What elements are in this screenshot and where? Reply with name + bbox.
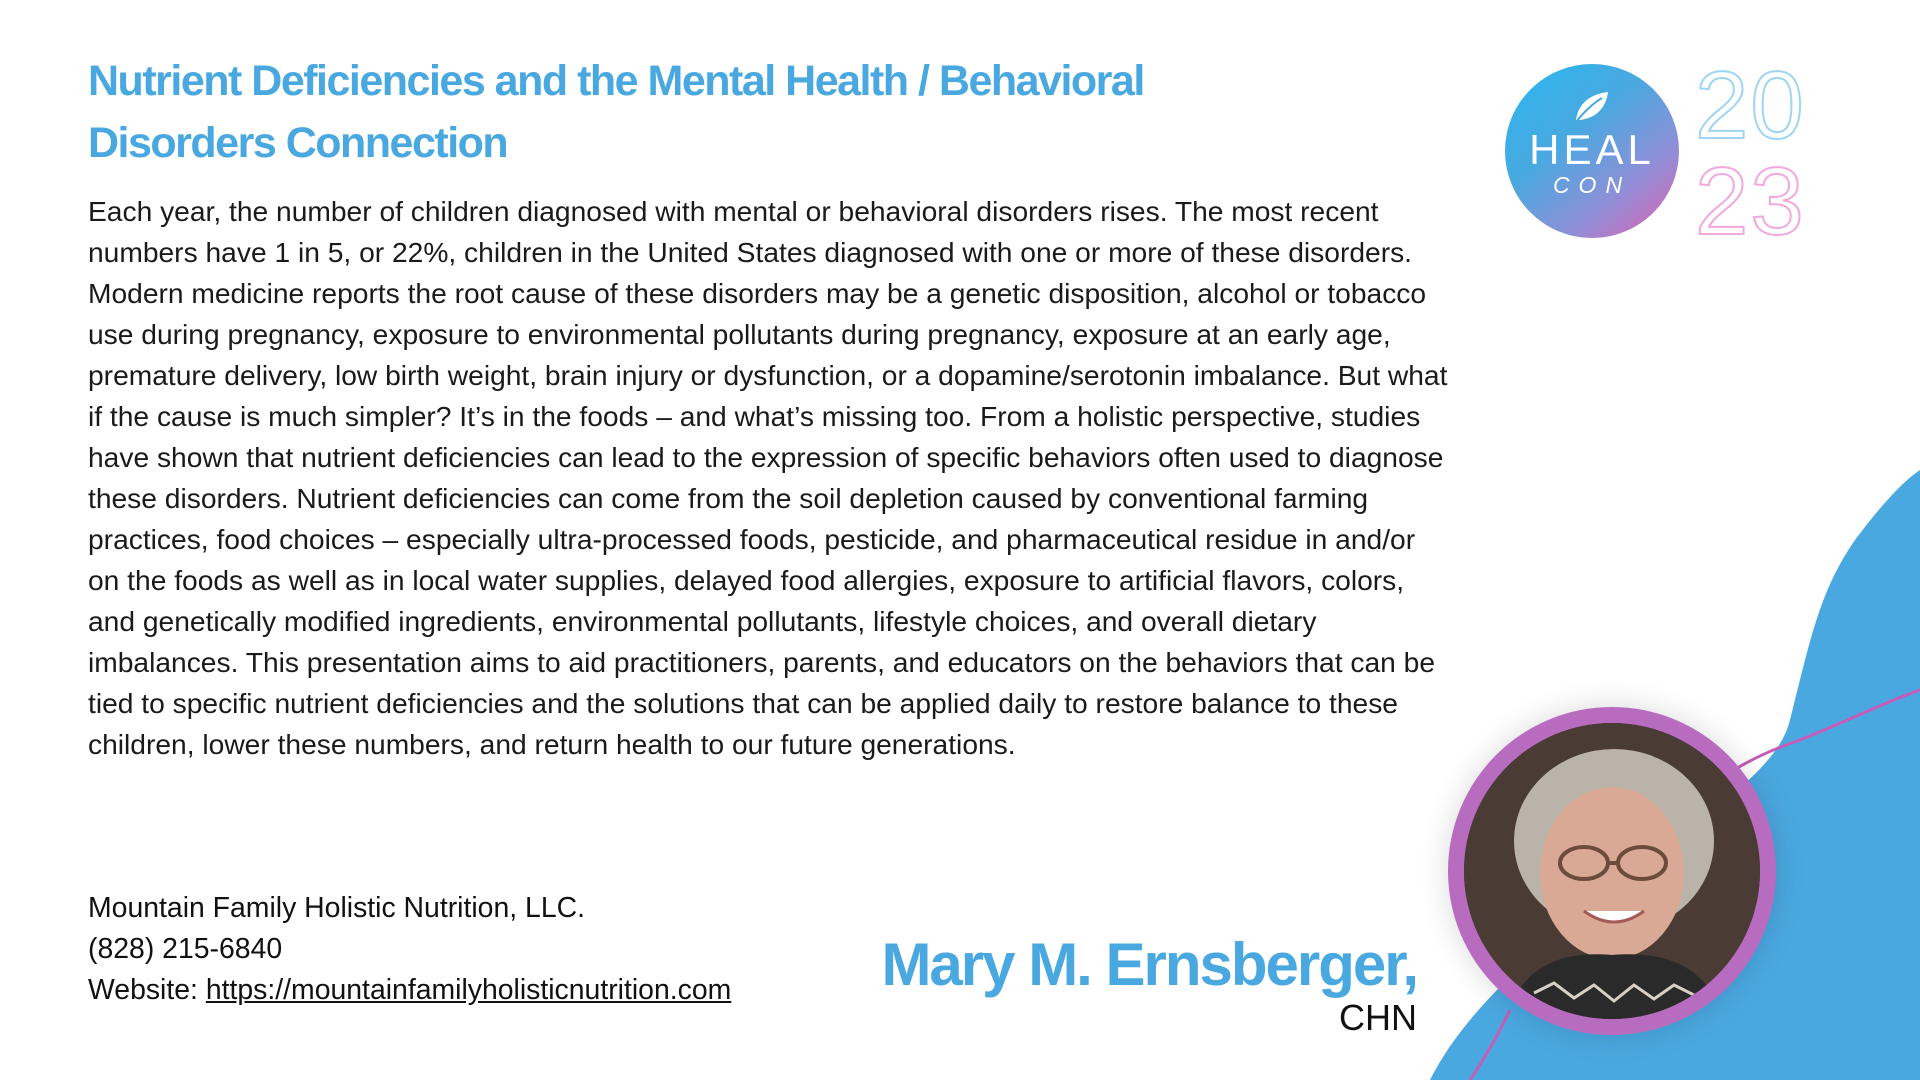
company-name: Mountain Family Holistic Nutrition, LLC. [88, 892, 586, 924]
phone-number: (828) 215-6840 [88, 933, 283, 965]
website-line [88, 970, 888, 1011]
contact-block [88, 888, 888, 1011]
speaker-name: Mary M. Ernsberger, [881, 931, 1417, 998]
logo-con-text: CON [1552, 172, 1632, 198]
speaker-photo-frame [1448, 707, 1776, 1035]
website-link[interactable]: https://mountainfamilyholisticnutrition.com [205, 974, 732, 1006]
speaker-photo [1464, 723, 1760, 1019]
logo-heal-text: HEAL [1529, 126, 1655, 173]
talk-title: Nutrient Deficiencies and the Mental Health / Behavioral Disorders Connection [88, 57, 1144, 167]
year-2023 [1695, 52, 1839, 255]
leaf-icon [1572, 90, 1612, 124]
website-label: Website: [88, 974, 198, 1006]
year-line-2: 23 [1695, 148, 1806, 255]
year-line-1: 20 [1695, 52, 1806, 159]
healcon-logo [1505, 64, 1679, 238]
speaker-credentials: CHN [1339, 997, 1417, 1038]
talk-abstract: Each year, the number of children diagnosed with mental or behavioral disorders rises. The most recent numbers have 1 in 5, or 22%, children in the United States diagnosed with one or more of these disorders. Modern medicine reports the root cause of these disorders may be a genetic disposition, alcohol or tobacco use during pregnancy, exposure to environmental pollutants during pregnancy, exposure at an early age, premature delivery, low birth weight, brain injury or dysfunction, or a dopamine/serotonin imbalance. But what if the cause is much simpler? It’s in the foods – and what’s missing too. From a holistic perspective, studies have shown that nutrient deficiencies can lead to the expression of specific behaviors often used to diagnose these disorders. Nutrient deficiencies can come from the soil depletion caused by conventional farming practices, food choices – especially ultra-processed foods, pesticide, and pharmaceutical residue in and/or on the foods as well as in local water supplies, delayed food allergies, exposure to artificial flavors, colors, and genetically modified ingredients, environmental pollutants, lifestyle choices, and overall dietary imbalances. This presentation aims to aid practitioners, parents, and educators on the behaviors that can be tied to specific nutrient deficiencies and the solutions that can be applied daily to restore balance to these children, lower these numbers, and return health to our future generations. [88, 195, 1448, 760]
